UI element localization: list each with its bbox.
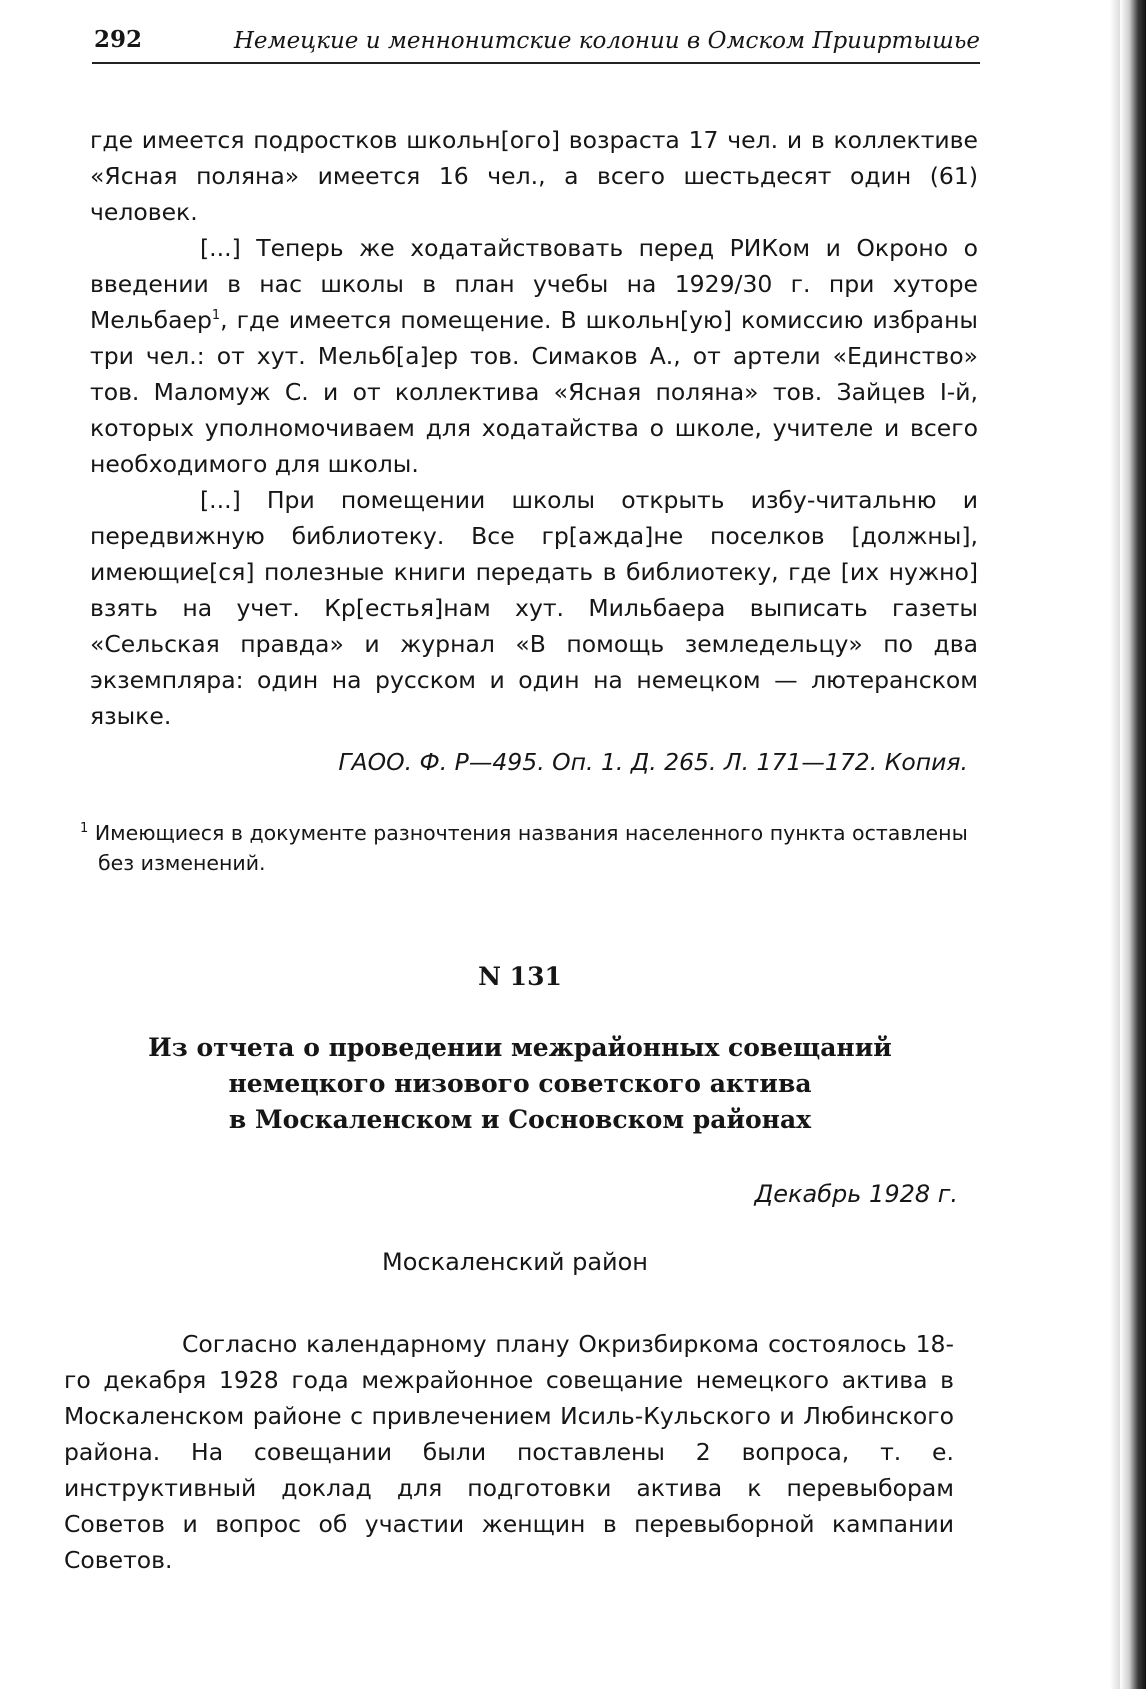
page-shadow (1110, 0, 1120, 1689)
section-title: Москаленский район (381, 1248, 648, 1276)
paragraph-3: [...] При помещении школы открыть избу-читальню и передвижную библиотеку. Все гр[ажда]не поселков [должны], имеющие[ся] полезные книги передать в библиотеку, где [их нужно] взять на учет. Кр[естья]нам хут. Мильбаера выписать газеты «Сельская правда» и журнал «В помощь земледельцу» по два экземпляра: один на русском и один на немецком — лютеранском языке. (90, 486, 978, 730)
footnote (80, 818, 968, 878)
continued-text (90, 122, 978, 734)
document-date: Декабрь 1928 г. (754, 1180, 958, 1208)
paragraph-1: где имеется подростков школьн[ого] возраста 17 чел. и в коллективе «Ясная поляна» имеется 16 чел., а всего шестьдесят один (61) человек. (90, 126, 978, 226)
archive-reference: ГАОО. Ф. Р—495. Оп. 1. Д. 265. Л. 171—172. Копия. (338, 748, 968, 776)
title-line-3: в Москаленском и Сосновском районах (228, 1105, 812, 1134)
page-number: 292 (94, 26, 143, 53)
footnote-text: Имеющиеся в документе разночтения названия населенного пункта оставлены без изменений. (94, 821, 968, 875)
paragraph-2 (90, 230, 978, 482)
page-header (92, 22, 980, 64)
document-body: Согласно календарному плану Окризбиркома состоялось 18-го декабря 1928 года межрайонное совещание немецкого актива в Москаленском районе с привлечением Исиль-Кульского и Любинского района. На совещании были поставлены 2 вопроса, т. е. инструктивный доклад для подготовки актива к перевыборам Советов и вопрос об участии женщин в перевыборной кампании Советов. (64, 1330, 954, 1574)
title-line-2: немецкого низового советского актива (228, 1069, 812, 1098)
paragraph-2-end: , где имеется помещение. В школьн[ую] комиссию избраны три чел.: от хут. Мельб[а]ер тов. Симаков А., от артели «Единство» тов. Маломуж С. и от коллектива «Ясная поляна» тов. Зайцев I-й, которых уполномочиваем для ходатайства о школе, учителе и всего необходимого для школы. (90, 306, 978, 478)
footnote-ref: 1 (211, 308, 221, 324)
title-line-1: Из отчета о проведении межрайонных совещаний (148, 1033, 892, 1062)
running-title: Немецкие и меннонитские колонии в Омском Прииртышье (233, 28, 980, 54)
footnote-marker: 1 (80, 821, 89, 837)
document-title (110, 1030, 930, 1138)
page-edge (1120, 0, 1146, 1689)
document-number: N 131 (478, 962, 562, 991)
paragraph-2-start: [...] Теперь же ходатайствовать перед РИКом и Окроно о введении в нас школы в план учебы на 1929/30 г. при хуторе Мельбаер (90, 234, 978, 334)
